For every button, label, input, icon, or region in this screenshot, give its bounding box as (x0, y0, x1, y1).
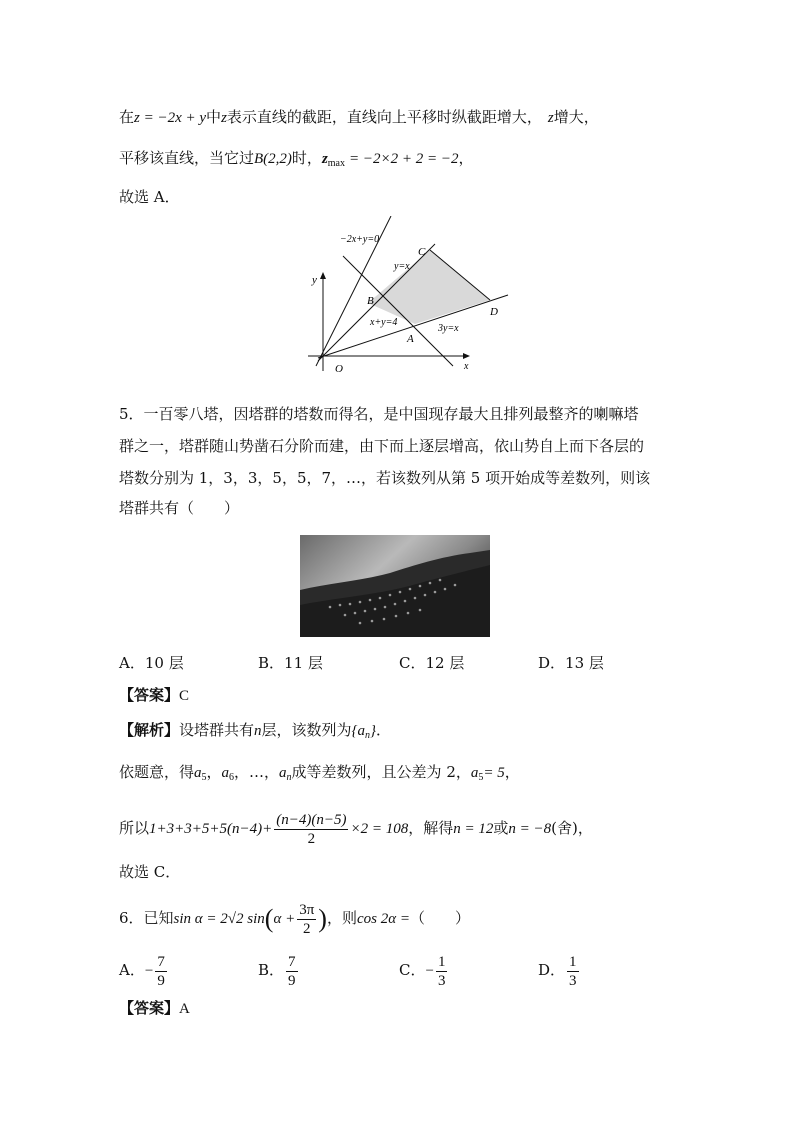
q5-option-a: A．10 层 (119, 654, 184, 672)
label-point-b: B (367, 295, 374, 307)
q6-option-a: A．− $\frac{7}{9}$ (119, 953, 165, 989)
q5-analysis-3: 所以1+3+3+5+5(n−4)+ $\frac{(n-4)(n-5)}{2}$ ×2 = 108，解得n = 12或n = −8(舍)， (119, 811, 593, 847)
pagoda-photo (300, 535, 490, 637)
label-line-yx: y=x (394, 261, 410, 272)
feasible-region (368, 250, 490, 324)
label-y-axis: y (312, 274, 317, 286)
q5-analysis-4: 故选 C． (119, 863, 181, 881)
q5-line-2: 群之一，塔群随山势凿石分阶而建，由下而上逐层增高，依山势自上而下各层的 (119, 437, 645, 455)
q6-fraction: $\frac{3\pi}{2}$ (299, 901, 315, 937)
q5-analysis-1: 【解析】设塔群共有n层，该数列为$\{a_n\}$． (119, 721, 392, 741)
label-line-3yx: 3y=x (438, 323, 459, 334)
q5-option-c: C．12 层 (399, 654, 465, 672)
y-axis-arrow (320, 272, 326, 279)
q6-option-d: D． $\frac{1}{3}$ (538, 953, 577, 989)
solution-line-3: 故选 A． (119, 188, 180, 206)
q5-option-b: B．11 层 (258, 654, 323, 672)
x-axis-arrow (463, 353, 470, 359)
label-point-d: D (490, 306, 498, 318)
q6-option-b: B． $\frac{7}{9}$ (258, 953, 296, 989)
q6-stem: 6．已知sin α = 2√2 sin(α + $\frac{3\pi}{2}$ )，则cos 2α =（ ） (119, 901, 470, 937)
label-line-2x: −2x+y=0 (340, 234, 380, 245)
label-x-axis: x (464, 361, 469, 372)
q5-analysis-2: 依题意，得$a_5$，$a_6$，…，$a_n$成等差数列，且公差为 2，$a_5= 5$， (119, 763, 520, 783)
q5-fraction: $\frac{(n-4)(n-5)}{2}$ (276, 811, 347, 847)
q6-answer: 【答案】A (119, 999, 190, 1017)
label-line-xy4: x+y=4 (370, 317, 398, 328)
solution-line-2: 平移该直线，当它过B(2,2)时，$z_{max} = -2\times 2 + 2 = -2$， (119, 149, 474, 169)
solution-line-1: 在z = −2x + y中z表示直线的截距，直线向上平移时纵截距增大， z增大， (119, 108, 599, 126)
q5-line-4: 塔群共有（ ） (119, 499, 240, 517)
q5-answer: 【答案】C (119, 686, 190, 704)
q5-line-1: 5．一百零八塔，因塔群的塔数而得名，是中国现存最大且排列最整齐的喇嘛塔 (119, 405, 639, 423)
label-point-c: C (418, 246, 426, 258)
label-point-a: A (407, 333, 414, 345)
feasible-region-figure (288, 216, 518, 386)
q5-option-d: D．13 层 (538, 654, 604, 672)
label-origin: O (335, 363, 343, 375)
q5-line-3: 塔数分别为 1，3，3，5，5，7，…，若该数列从第 5 项开始成等差数列，则该 (119, 469, 651, 487)
q6-option-c: C．− $\frac{1}{3}$ (399, 953, 446, 989)
